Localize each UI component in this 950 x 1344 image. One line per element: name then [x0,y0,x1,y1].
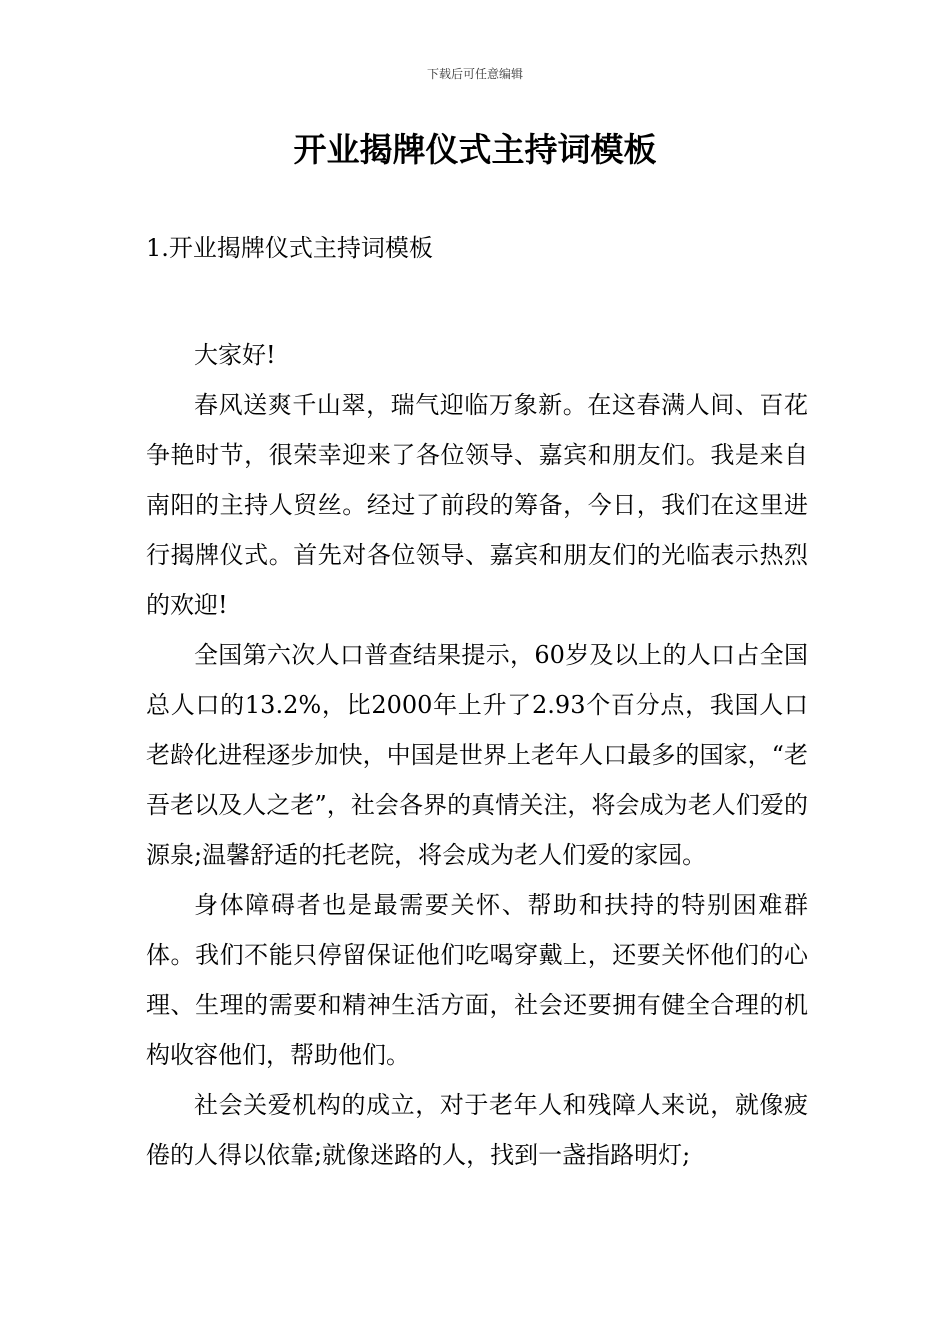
body-text [146,330,808,1180]
document-title: 开业揭牌仪式主持词模板 [293,130,657,169]
paragraph-disabled-care: 身体障碍者也是最需要关怀、帮助和扶持的特别困难群体。我们不能只停留保证他们吃喝穿戴上，还要关怀他们的心理、生理的需要和精神生活方面，社会还要拥有健全合理的机构收容他们，帮助他们。 [146,891,808,1069]
paragraph-institution: 社会关爱机构的成立，对于老年人和残障人来说，就像疲倦的人得以依靠;就像迷路的人，找到一盏指路明灯; [146,1091,808,1169]
paragraph-census: 全国第六次人口普查结果提示，60岁及以上的人口占全国总人口的13.2%，比2000年上升了2.93个百分点，我国人口老龄化进程逐步加快，中国是世界上老年人口最多的国家，“老吾老以及人之老”，社会各界的真情关注，将会成为老人们爱的源泉;温馨舒适的托老院，将会成为老人们爱的家园。 [146,641,808,869]
paragraph-welcome: 春风送爽千山翠，瑞气迎临万象新。在这春满人间、百花争艳时节，很荣幸迎来了各位领导、嘉宾和朋友们。我是来自南阳的主持人贸丝。经过了前段的筹备，今日，我们在这里进行揭牌仪式。首先对各位领导、嘉宾和朋友们的光临表示热烈的欢迎! [146,391,808,619]
section-heading: 1.开业揭牌仪式主持词模板 [146,234,433,262]
paragraph-greeting: 大家好! [194,341,276,369]
header-note: 下载后可任意编辑 [426,67,523,81]
